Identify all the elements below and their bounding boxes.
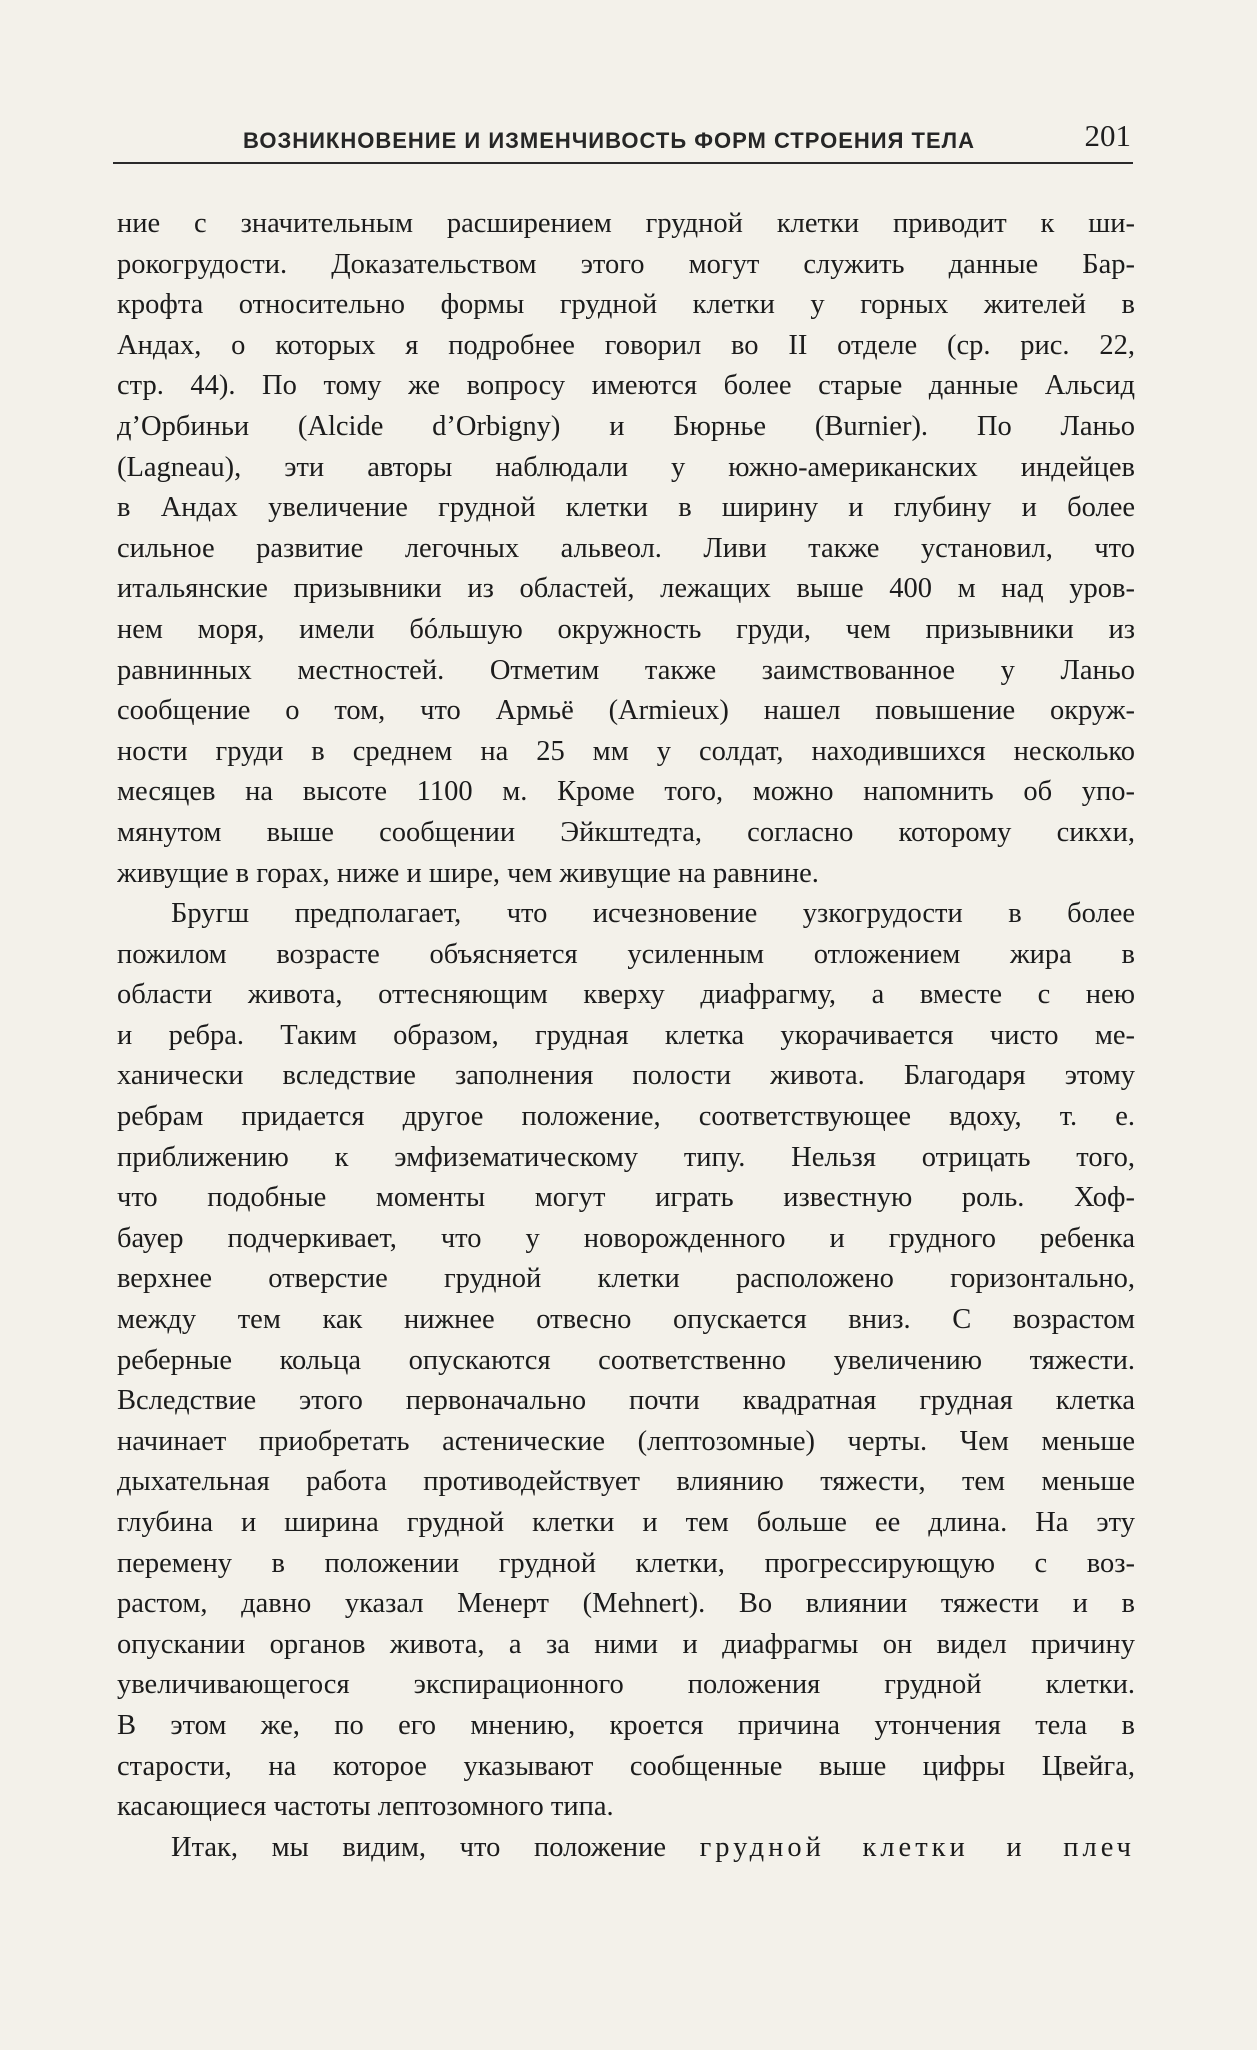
text-line: Андах, о которых я подробнее говорил во II отделе (ср. рис. 22,	[117, 329, 1135, 361]
text-line: сильное развитие легочных альвеол. Ливи также установил, что	[117, 532, 1135, 564]
text-line: приближению к эмфизематическому типу. Нельзя отрицать того,	[117, 1141, 1135, 1173]
text-line: стр. 44). По тому же вопросу имеются более старые данные Альсид	[117, 370, 1135, 402]
text-line: ние с значительным расширением грудной клетки приводит к ши-	[117, 208, 1135, 239]
text-line: мянутом выше сообщении Эйкштедта, согласно которому сикхи,	[117, 816, 1135, 848]
text-line: нем моря, имели бóльшую окружность груди, чем призывники из	[117, 613, 1135, 645]
text-line: начинает приобретать астенические (лептозомные) черты. Чем меньше	[117, 1425, 1135, 1457]
text-line: Вследствие этого первоначально почти квадратная грудная клетка	[117, 1385, 1135, 1417]
text-line: увеличивающегося экспирационного положения грудной клетки.	[117, 1669, 1135, 1701]
text-line: ности груди в среднем на 25 мм у солдат, находившихся несколько	[117, 735, 1135, 767]
text-line: (Lagneau), эти авторы наблюдали у южно-американских индейцев	[117, 451, 1135, 483]
final-line-lead: Итак, мы видим, что положение	[171, 1831, 666, 1863]
text-line: перемену в положении грудной клетки, прогрессирующую с воз-	[117, 1547, 1135, 1579]
text-line: бауер подчеркивает, что у новорожденного и грудного ребенка	[117, 1222, 1135, 1254]
text-line: дыхательная работа противодействует влиянию тяжести, тем меньше	[117, 1466, 1135, 1498]
final-line	[117, 1828, 1135, 1869]
text-line: пожилом возрасте объясняется усиленным отложением жира в	[117, 938, 1135, 970]
text-line: области живота, оттесняющим кверху диафрагму, а вместе с нею	[117, 979, 1135, 1011]
text-line: рокогрудости. Доказательством этого могут служить данные Бар-	[117, 248, 1135, 280]
text-line: растом, давно указал Менерт (Mehnert). Во влиянии тяжести и в	[117, 1588, 1135, 1620]
paragraph-start-line: Бругш предполагает, что исчезновение узкогрудости в более	[171, 898, 1135, 930]
text-line: месяцев на высоте 1100 м. Кроме того, можно напомнить об упо-	[117, 776, 1135, 808]
text-line: опускании органов живота, а за ними и диафрагмы он видел причину	[117, 1628, 1135, 1660]
text-line: верхнее отверстие грудной клетки расположено горизонтально,	[117, 1263, 1135, 1295]
page-number: 201	[1084, 118, 1131, 153]
text-line: крофта относительно формы грудной клетки у горных жителей в	[117, 289, 1135, 321]
text-line: что подобные моменты могут играть известную роль. Хоф-	[117, 1182, 1135, 1214]
page-header	[113, 118, 1133, 164]
text-line: глубина и ширина грудной клетки и тем больше ее длина. На эту	[117, 1507, 1135, 1538]
text-line: в Андах увеличение грудной клетки в ширину и глубину и более	[117, 492, 1135, 524]
text-line: ханически вследствие заполнения полости живота. Благодаря этому	[117, 1060, 1135, 1092]
text-line: д’Орбиньи (Alcide d’Orbigny) и Бюрнье (Burnier). По Ланьо	[117, 410, 1135, 442]
spaced-emphasis: грудной клетки и плеч	[699, 1831, 1135, 1863]
paragraph-end-line: живущие в горах, ниже и шире, чем живущие на равнине.	[117, 857, 819, 889]
text-line: сообщение о том, что Армьё (Armieux) нашел повышение окруж-	[117, 695, 1135, 727]
paragraph-end-line: касающиеся частоты лептозомного типа.	[117, 1791, 614, 1823]
running-title: ВОЗНИКНОВЕНИЕ И ИЗМЕНЧИВОСТЬ ФОРМ СТРОЕНИЯ ТЕЛА	[243, 128, 975, 153]
text-line: ребрам придается другое положение, соответствующее вдоху, т. е.	[117, 1101, 1135, 1133]
text-line: равнинных местностей. Отметим также заимствованное у Ланьо	[117, 654, 1135, 686]
text-line: и ребра. Таким образом, грудная клетка укорачивается чисто ме-	[117, 1019, 1135, 1051]
body-text	[117, 204, 1135, 1868]
text-line: итальянские призывники из областей, лежащих выше 400 м над уров-	[117, 573, 1135, 605]
text-line: между тем как нижнее отвесно опускается вниз. С возрастом	[117, 1304, 1135, 1336]
text-line: реберные кольца опускаются соответственно увеличению тяжести.	[117, 1344, 1135, 1376]
text-line: В этом же, по его мнению, кроется причина утончения тела в	[117, 1709, 1135, 1741]
text-line: старости, на которое указывают сообщенные выше цифры Цвейга,	[117, 1750, 1135, 1782]
